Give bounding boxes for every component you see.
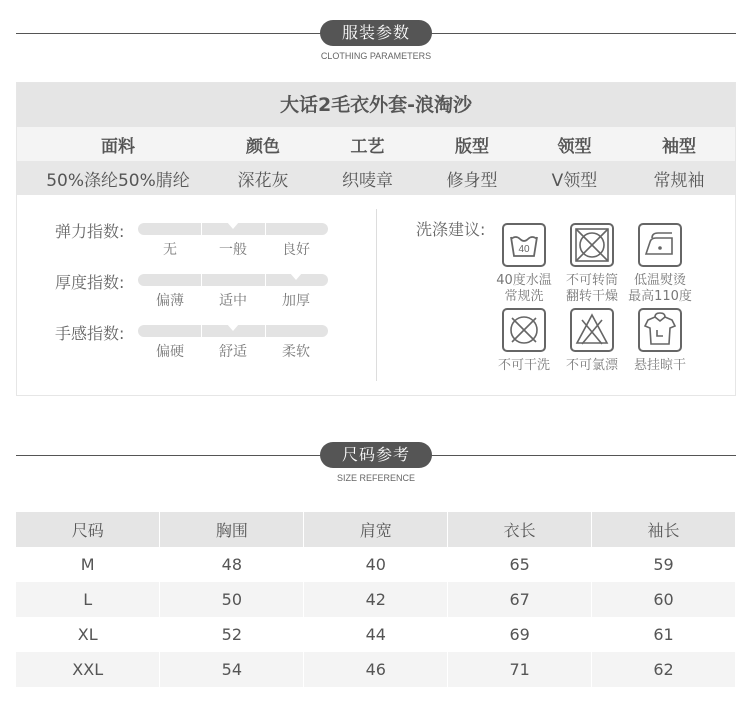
- gauge-option: 加厚: [282, 293, 310, 309]
- table-row: [16, 582, 736, 617]
- size-reference-heading: [16, 440, 736, 490]
- table-cell: 65: [448, 547, 592, 582]
- table-cell: 48: [160, 547, 304, 582]
- column-header: 肩宽: [304, 512, 448, 547]
- attribute-key: 工艺: [350, 136, 385, 157]
- wash-line1: 不可转筒: [565, 273, 618, 288]
- thickness-gauge: [17, 270, 347, 314]
- table-cell: 42: [304, 582, 448, 617]
- wash-line2: 翻转干燥: [565, 289, 618, 304]
- gauge-label: 厚度指数:: [55, 273, 125, 292]
- gauge-tick: [201, 325, 202, 337]
- gauge-option: 良好: [282, 242, 310, 258]
- no-dry-clean-icon: [502, 308, 546, 352]
- no-bleach-icon: [570, 308, 614, 352]
- table-row: [16, 652, 736, 687]
- attribute-key: 面料: [101, 136, 135, 157]
- table-row: [16, 547, 736, 582]
- no-bleach-item: [557, 308, 627, 374]
- attribute-key: 颜色: [246, 136, 280, 157]
- gauge-tick: [265, 274, 266, 286]
- wash-line1: 不可干洗: [497, 358, 550, 373]
- low-iron-icon: [638, 223, 682, 267]
- gauge-tick: [265, 223, 266, 235]
- gauge-tick: [201, 223, 202, 235]
- table-cell: 60: [592, 582, 736, 617]
- wash-line2: 最高110度: [628, 289, 692, 304]
- column-header: 尺码: [16, 512, 160, 547]
- no-tumble-dry-item: [557, 223, 627, 305]
- table-cell: 71: [448, 652, 592, 687]
- section-subtitle: CLOTHING PARAMETERS: [320, 51, 432, 61]
- wash-40-item: [489, 223, 559, 305]
- attribute-value: 修身型: [446, 170, 498, 191]
- table-cell: 40: [304, 547, 448, 582]
- column-header: 胸围: [160, 512, 304, 547]
- gauge-marker: [227, 222, 239, 229]
- section-title: 服装参数: [320, 20, 432, 46]
- section-title: 尺码参考: [320, 442, 432, 468]
- table-cell: 67: [448, 582, 592, 617]
- gauge-option: 一般: [219, 242, 247, 258]
- attribute-values-row: [17, 161, 735, 195]
- hang-dry-icon: [638, 308, 682, 352]
- elasticity-gauge: [17, 219, 347, 263]
- wash-line1: 悬挂晾干: [633, 358, 686, 373]
- gauge-option: 偏硬: [156, 344, 184, 360]
- table-cell: L: [16, 582, 160, 617]
- attribute-value: 50%涤纶50%腈纶: [46, 170, 190, 191]
- attribute-key: 领型: [557, 136, 592, 157]
- column-header: 衣长: [448, 512, 592, 547]
- gauge-marker: [227, 324, 239, 331]
- details-area: [17, 195, 735, 395]
- size-table: [16, 512, 736, 687]
- table-cell: 50: [160, 582, 304, 617]
- attribute-value: 深花灰: [237, 170, 289, 191]
- clothing-parameters-heading: [16, 18, 736, 68]
- gauge-option: 偏薄: [156, 293, 184, 309]
- wash-line1: 低温熨烫: [633, 273, 686, 288]
- low-iron-item: [625, 223, 695, 305]
- washing-label: 洗涤建议:: [416, 220, 486, 239]
- table-cell: M: [16, 547, 160, 582]
- no-tumble-dry-icon: [570, 223, 614, 267]
- table-cell: XL: [16, 617, 160, 652]
- table-header-row: [16, 512, 736, 547]
- gauge-label: 弹力指数:: [55, 222, 125, 241]
- table-cell: 59: [592, 547, 736, 582]
- gauge-marker: [290, 273, 302, 280]
- wash-line1: 不可氯漂: [565, 358, 618, 373]
- attribute-key: 袖型: [662, 136, 696, 157]
- gauge-label: 手感指数:: [55, 324, 125, 343]
- gauge-bar: [138, 325, 328, 337]
- hand-feel-gauge: [17, 321, 347, 365]
- table-cell: 61: [592, 617, 736, 652]
- gauge-tick: [265, 325, 266, 337]
- column-header: 袖长: [592, 512, 736, 547]
- gauge-bar: [138, 223, 328, 235]
- table-cell: 62: [592, 652, 736, 687]
- gauge-option: 适中: [219, 293, 247, 309]
- no-dry-clean-item: [489, 308, 559, 374]
- attribute-key: 版型: [455, 136, 489, 157]
- gauge-option: 无: [163, 242, 177, 258]
- attribute-keys-row: [17, 127, 735, 161]
- tub-temperature: 40: [518, 244, 530, 255]
- table-row: [16, 617, 736, 652]
- attribute-value: 织唛章: [342, 170, 393, 191]
- product-name: 大话2毛衣外套-浪淘沙: [17, 83, 735, 127]
- wash-40-icon: [502, 223, 546, 267]
- table-cell: 69: [448, 617, 592, 652]
- attribute-value: 常规袖: [653, 170, 705, 191]
- gauge-option: 柔软: [282, 344, 310, 360]
- attribute-value: V领型: [551, 170, 598, 191]
- parameters-panel: [16, 82, 736, 396]
- gauge-tick: [201, 274, 202, 286]
- gauge-bar: [138, 274, 328, 286]
- table-cell: 44: [304, 617, 448, 652]
- wash-line2: 常规洗: [504, 289, 544, 304]
- hang-dry-item: [625, 308, 695, 374]
- table-cell: XXL: [16, 652, 160, 687]
- table-cell: 46: [304, 652, 448, 687]
- wash-line1: 40度水温: [496, 273, 552, 288]
- table-cell: 52: [160, 617, 304, 652]
- vertical-divider: [376, 209, 377, 381]
- gauge-option: 舒适: [219, 344, 247, 360]
- table-cell: 54: [160, 652, 304, 687]
- section-subtitle: SIZE REFERENCE: [336, 473, 415, 483]
